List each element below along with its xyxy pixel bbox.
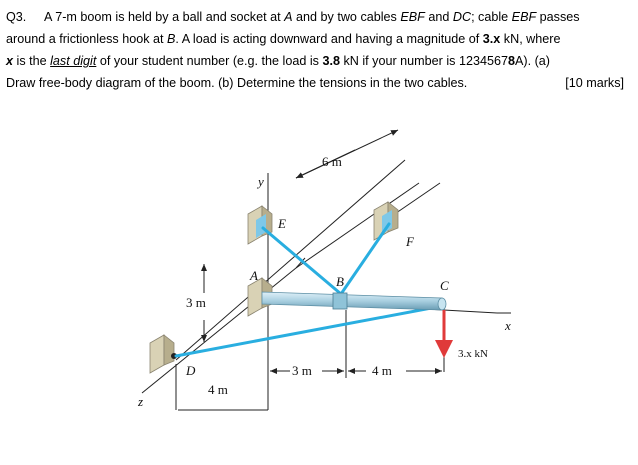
text-run: EBF <box>400 10 425 24</box>
text-run: B <box>167 32 176 46</box>
label-6m: 6 m <box>322 154 342 169</box>
reference-lines <box>142 160 511 410</box>
text-run: and by two cables <box>292 10 401 24</box>
text-run: ; cable <box>471 10 512 24</box>
label-4m-bottom: 4 m <box>372 363 392 378</box>
text-run: A). (a) <box>515 54 550 68</box>
cable-BF <box>341 224 389 294</box>
boom <box>262 292 446 310</box>
text-run: A 7-m boom is held by a ball and socket at <box>44 10 285 24</box>
text-run: Draw free-body diagram of the boom. (b) Determine the tensions in the two cables. <box>6 76 468 90</box>
label-z: z <box>138 394 144 409</box>
label-D: D <box>186 363 196 378</box>
label-load: 3.x kN <box>458 348 488 360</box>
marks-label: [10 marks] <box>565 76 624 90</box>
label-A: A <box>250 268 258 283</box>
text-run: passes <box>536 10 580 24</box>
label-F: F <box>406 234 414 249</box>
text-run: 8 <box>507 54 515 68</box>
text-run: EBF <box>511 10 537 24</box>
text-run: is the <box>13 54 51 68</box>
label-E: E <box>278 216 286 231</box>
label-3m-left: 3 m <box>186 295 206 310</box>
text-run: 3.8 <box>322 54 340 68</box>
text-run: of your student number (e.g. the load is <box>96 54 323 68</box>
text-run: A <box>284 10 293 24</box>
label-C: C <box>440 278 449 293</box>
text-run: and <box>424 10 453 24</box>
cable-EB <box>263 228 341 294</box>
text-run: x <box>6 54 14 68</box>
text-run: around a frictionless hook at <box>6 32 168 46</box>
text-run: kN, where <box>500 32 561 46</box>
label-4m-left: 4 m <box>208 382 228 397</box>
hook-B-icon <box>333 293 347 309</box>
text-run: 3.x <box>482 32 501 46</box>
text-run: last digit <box>50 54 97 68</box>
cable-DC <box>176 306 442 356</box>
dim-6m <box>296 130 398 178</box>
label-y: y <box>258 174 264 189</box>
text-run: DC <box>452 10 472 24</box>
text-run: kN if your number is 1234567 <box>339 54 508 68</box>
text-run: . A load is acting downward and having a magnitude of <box>175 32 483 46</box>
label-B: B <box>336 274 344 289</box>
label-x: x <box>505 318 511 333</box>
label-3m-bottom: 3 m <box>292 363 312 378</box>
bracket-F <box>374 202 398 240</box>
question-number: Q3. <box>6 10 27 24</box>
